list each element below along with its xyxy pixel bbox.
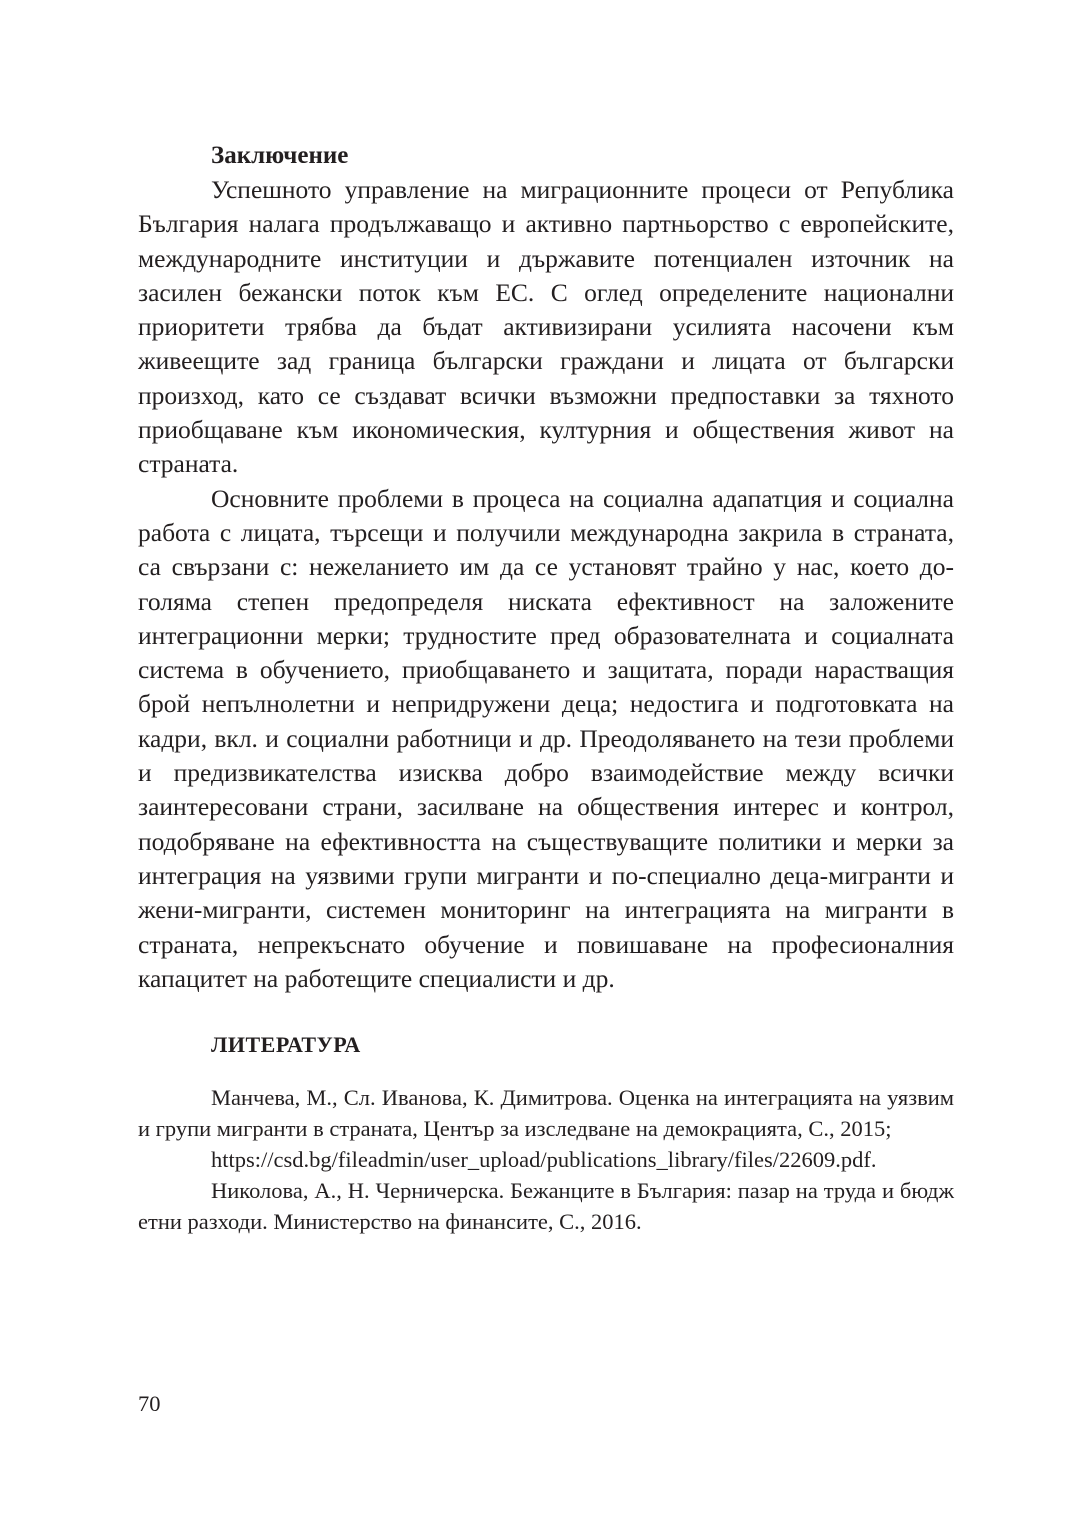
section-heading: Заключение	[211, 142, 349, 169]
body-paragraph-1: Успешното управление на миграционните процеси от Република България налага продължаващо и активно партньорство с европейските, международните институции и държавите потенциален източник на засилен бежански поток към ЕС. С оглед определените национални приоритети трябва да бъдат активизирани усилията насочени към живеещите зад граница български граждани и лицата от български произход, като се създават всички възможни предпоставки за тяхното приобщаване към икономическия, културния и обществения живот на страната.	[138, 175, 954, 479]
literature-heading: ЛИТЕРАТУРА	[211, 1032, 361, 1058]
page-content	[138, 139, 954, 1237]
page-number: 70	[138, 1391, 161, 1416]
reference-url: https://csd.bg/fileadmin/user_upload/publications_library/files/22609.pdf.	[211, 1147, 877, 1173]
reference-item-1: Манчева, М., Сл. Иванова, К. Димитрова. Оценка на интеграцията на уязвими групи мигранти в страната, Център за изследване на демокрацията, С., 2015;	[138, 1085, 954, 1142]
reference-list	[138, 1082, 954, 1237]
body-paragraph-2: Основните проблеми в процеса на социална адапатция и социална работа с лицата, търсещи и получили международна закрила в страната, са свързани с: нежеланието им да се установят трайно у нас, което до-голяма степен предопределя ниската ефективност на заложените интеграционни мерки; трудностите пред образователната и социалната система в обучението, приобщаването и защитата, поради нарастващия брой непълнолетни и непридружени деца; недостига и подготовката на кадри, вкл. и социални работници и др. Преодоляването на тези проблеми и предизвикателства изисква добро взаимодействие между всички заинтересовани страни, засилване на обществения интерес и контрол, подобряване на ефективността на съществуващите политики и мерки за интеграция на уязвими групи мигранти и по-специално деца-мигранти и жени-мигранти, системен мониторинг на интеграцията на мигранти в страната, непрекъснато обучение и повишаване на професионалния капацитет на работещите специалисти и др.	[138, 483, 954, 993]
reference-item-2: Николова, А., Н. Черничерска. Бежанците в България: пазар на труда и бюджетни разходи. Министерство на финансите, С., 2016.	[138, 1178, 954, 1235]
